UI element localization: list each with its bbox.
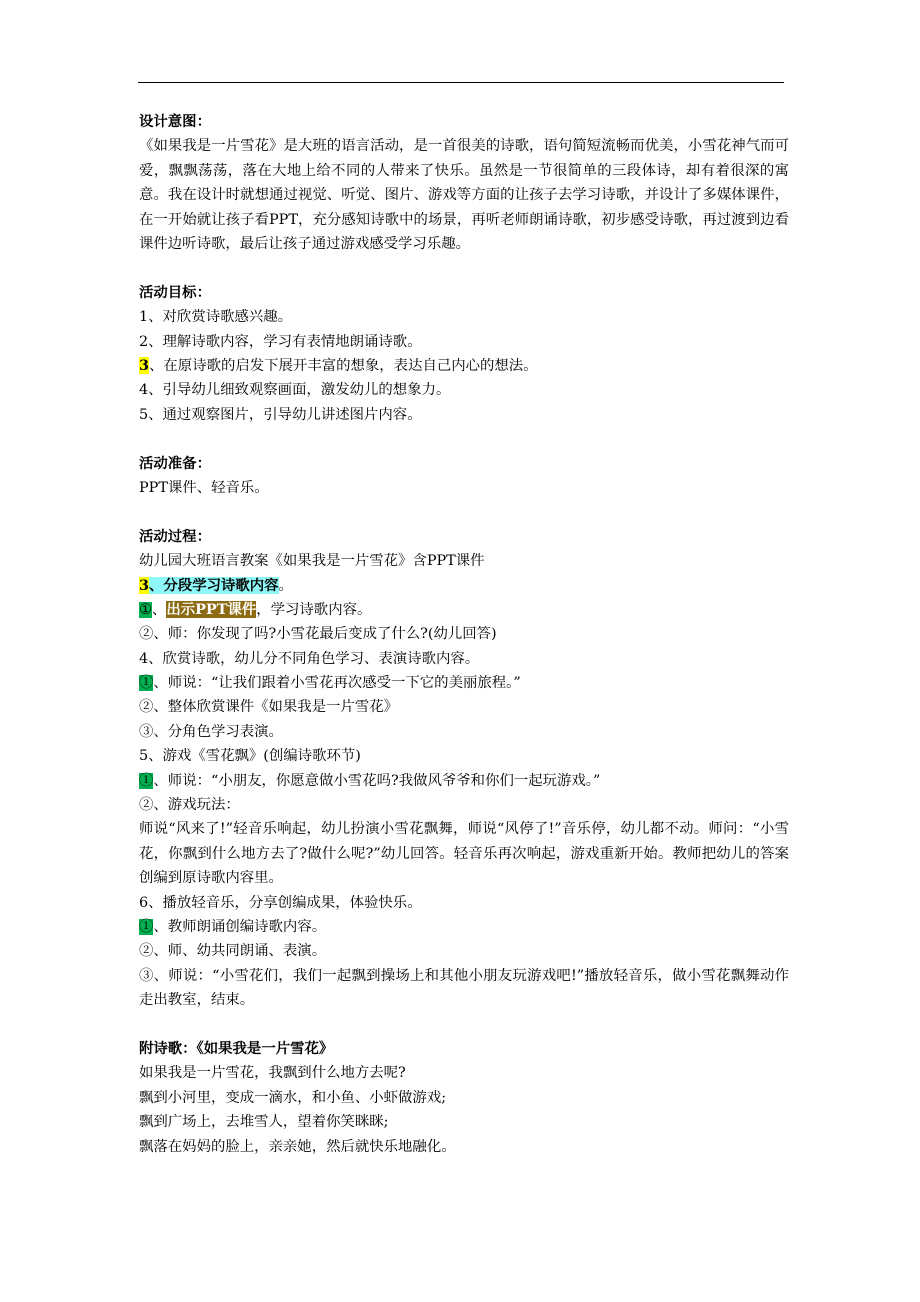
step-5-a-rest: 、师说：“小朋友，你愿意做小雪花吗?我做风爷爷和你们一起玩游戏。” [153, 772, 601, 789]
poem-heading: 附诗歌：《如果我是一片雪花》 [139, 1040, 334, 1057]
poem-line: 飘到广场上，去堆雪人，望着你笑眯眯; [139, 1114, 389, 1131]
step-4-a-rest: 、师说：“让我们跟着小雪花再次感受一下它的美丽旅程。” [153, 675, 521, 692]
step-3 [139, 574, 789, 598]
poem-line: 飘落在妈妈的脸上，亲亲她，然后就快乐地融化。 [139, 1138, 456, 1155]
step-6-c: ③、师说：“小雪花们，我们一起飘到操场上和其他小朋友玩游戏吧!”播放轻音乐，做小雪花飘舞动作走出教室，结束。 [139, 967, 789, 1009]
design-heading: 设计意图： [139, 113, 211, 130]
spacer [139, 1013, 789, 1037]
step-6-a [139, 915, 789, 939]
step-4-b: ②、整体欣赏课件《如果我是一片雪花》 [139, 699, 399, 716]
goals-heading: 活动目标： [139, 283, 211, 301]
step-3-b: ②、师：你发现了吗?小雪花最后变成了什么?(幼儿回答) [139, 626, 497, 643]
goal-item-5: 5、通过观察图片，引导幼儿讲述图片内容。 [139, 406, 422, 423]
step-3-text: 、分段学习诗歌内容 [149, 576, 279, 594]
step-3-a-highlight: 出示PPT课件 [166, 600, 257, 618]
step-4: 4、欣赏诗歌，幼儿分不同角色学习、表演诗歌内容。 [139, 650, 480, 667]
goal-item-1: 1、对欣赏诗歌感兴趣。 [139, 309, 293, 326]
step-5: 5、游戏《雪花飘》(创编诗歌环节) [139, 748, 361, 765]
document-body [139, 110, 789, 1159]
spacer [139, 500, 789, 524]
process-title: 幼儿园大班语言教案《如果我是一片雪花》含PPT课件 [139, 553, 485, 570]
header-rule [138, 82, 784, 83]
step-5-a [139, 769, 789, 793]
spacer [139, 256, 789, 280]
goal-item-4: 4、引导幼儿细致观察画面，激发幼儿的想象力。 [139, 382, 451, 399]
step-3-a-marker: ① [139, 601, 152, 618]
step-3-a-sep: 、 [151, 601, 167, 618]
prep-heading: 活动准备： [139, 454, 211, 472]
step-4-c: ③、分角色学习表演。 [139, 723, 283, 740]
goal-item-3 [139, 354, 789, 378]
goal-item-2: 2、理解诗歌内容，学习有表情地朗诵诗歌。 [139, 333, 422, 350]
step-4-a-marker: ① [139, 675, 154, 692]
goal-item-3-number: 3 [139, 356, 150, 374]
step-5-a-marker: ① [139, 772, 154, 789]
poem-line: 飘到小河里，变成一滴水，和小鱼、小虾做游戏; [139, 1089, 447, 1106]
goal-item-3-text: 、在原诗歌的启发下展开丰富的想象，表达自己内心的想法。 [149, 357, 538, 374]
step-5-c: 师说“风来了!”轻音乐响起，幼儿扮演小雪花飘舞，师说“风停了!”音乐停，幼儿都不动。师问：“小雪花，你飘到什么地方去了?做什么呢?”幼儿回答。轻音乐再次响起，游戏重新开始。教师把幼儿的答案创编到原诗歌内容里。 [139, 821, 789, 887]
step-6-a-marker: ① [139, 919, 154, 936]
step-6-a-rest: 、教师朗诵创编诗歌内容。 [153, 919, 327, 936]
step-6-b: ②、师、幼共同朗诵、表演。 [139, 943, 327, 960]
process-heading: 活动过程： [139, 527, 211, 545]
step-3-a [139, 598, 789, 622]
design-paragraph: 《如果我是一片雪花》是大班的语言活动，是一首很美的诗歌，语句简短流畅而优美，小雪花神气而可爱，飘飘荡荡，落在大地上给不同的人带来了快乐。虽然是一节很简单的三段体诗，却有着很深的寓意。我在设计时就想通过视觉、听觉、图片、游戏等方面的让孩子去学习诗歌，并设计了多媒体课件，在一开始就让孩子看PPT，充分感知诗歌中的场景，再听老师朗诵诗歌，初步感受诗歌，再过渡到边看课件边听诗歌，最后让孩子通过游戏感受学习乐趣。 [139, 138, 789, 253]
step-3-end: 。 [278, 577, 293, 594]
step-5-b: ②、游戏玩法： [139, 797, 240, 814]
step-3-number: 3 [139, 576, 150, 594]
poem-line: 如果我是一片雪花，我飘到什么地方去呢? [139, 1065, 406, 1082]
step-3-a-rest: ，学习诗歌内容。 [256, 601, 372, 618]
prep-body: PPT课件、轻音乐。 [139, 479, 269, 496]
step-4-a [139, 671, 789, 695]
step-6: 6、播放轻音乐，分享创编成果，体验快乐。 [139, 894, 422, 911]
spacer [139, 427, 789, 451]
